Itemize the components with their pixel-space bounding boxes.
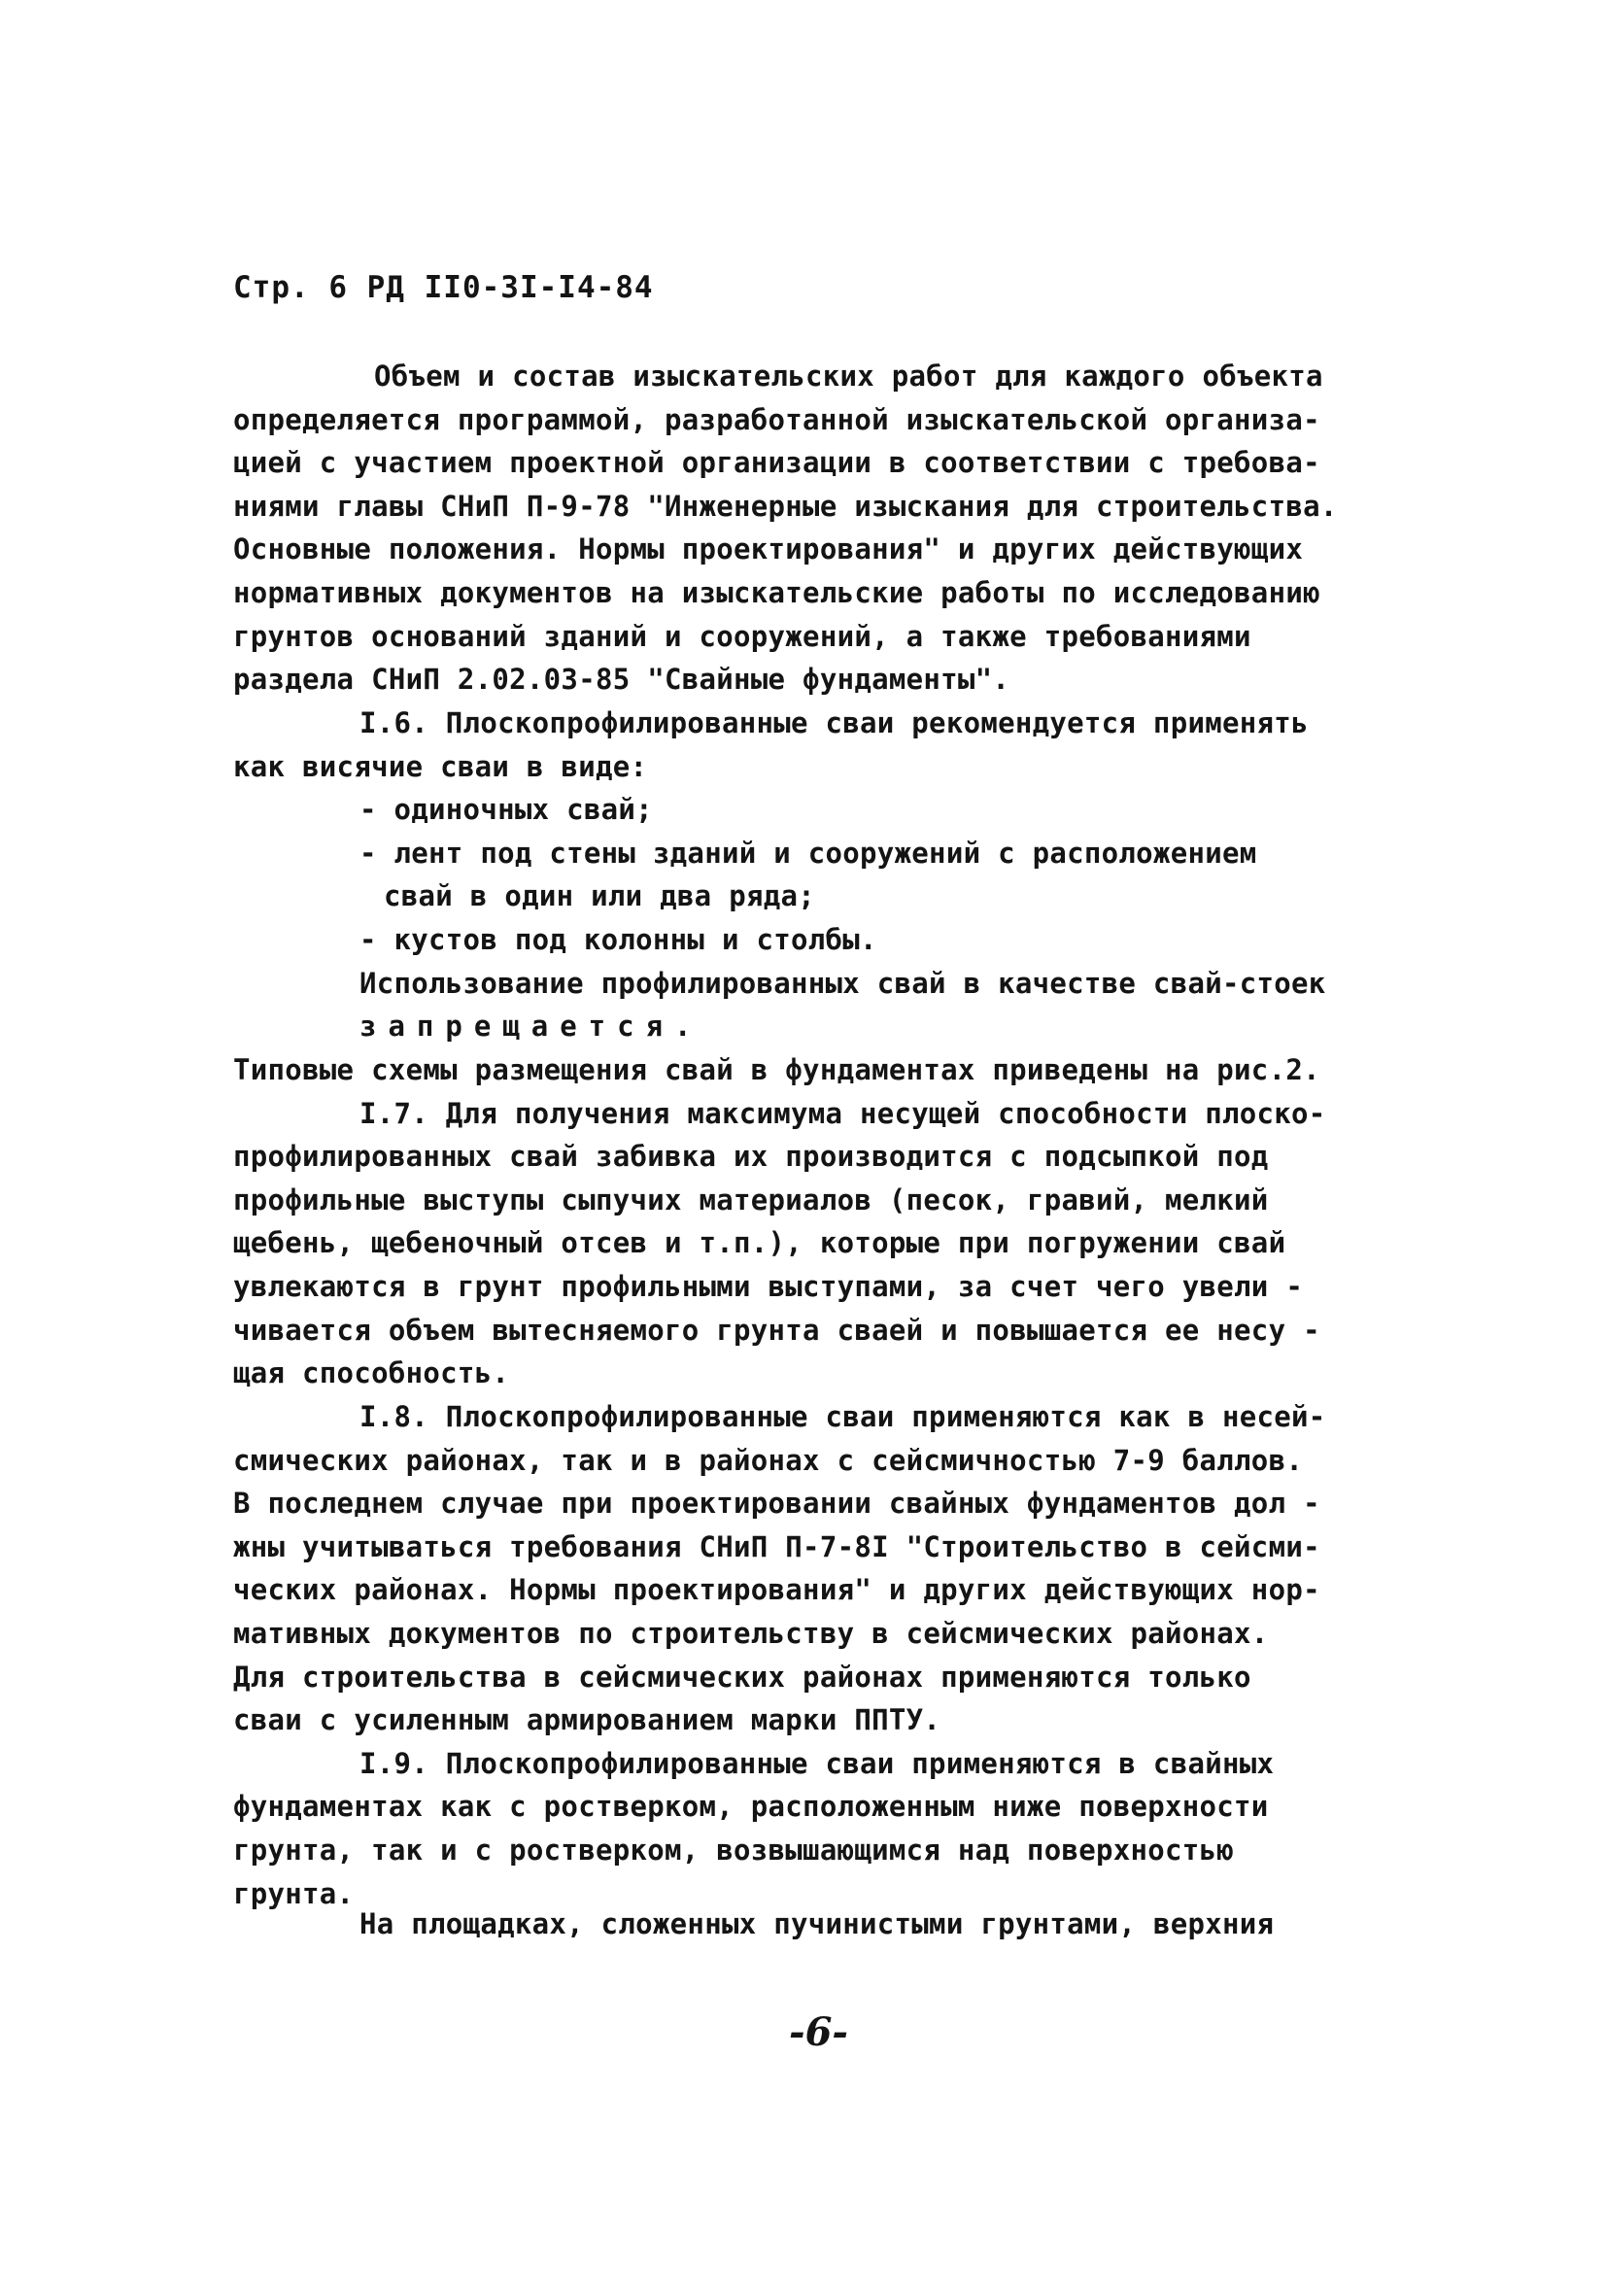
text-line: грунта. — [233, 1876, 355, 1910]
text-line: сваи с усиленным армированием марки ППТУ. — [233, 1703, 941, 1737]
section-heading-1-9: І.9. Плоскопрофилированные сваи применяются в свайных — [359, 1746, 1275, 1780]
text-line: Для строительства в сейсмических районах применяются только — [233, 1660, 1251, 1694]
text-line: мативных документов по строительству в сейсмических районах. — [233, 1616, 1269, 1650]
text-line: В последнем случае при проектировании свайных фундаментов дол - — [233, 1487, 1320, 1521]
text-line: ческих районах. Нормы проектирования" и других действующих нор- — [233, 1573, 1320, 1607]
text-line: щая способность. — [233, 1356, 510, 1390]
section-heading-1-6: І.6. Плоскопрофилированные сваи рекомендуется применять — [359, 705, 1309, 739]
text-line: жны учитываться требования СНиП П-7-8І "Строительство в сейсми- — [233, 1529, 1320, 1563]
text-line: нормативных документов на изыскательские работы по исследованию — [233, 576, 1320, 610]
list-item-continuation: свай в один или два ряда; — [384, 879, 815, 913]
list-item: - лент под стены зданий и сооружений с расположением — [359, 836, 1257, 870]
text-line: фундаментах как с ростверком, расположенным ниже поверхности — [233, 1790, 1269, 1824]
section-heading-1-7: І.7. Для получения максимума несущей способности плоско- — [359, 1096, 1326, 1130]
text-line: как висячие сваи в виде: — [233, 749, 648, 783]
text-line: Объем и состав изыскательских работ для каждого объекта — [374, 360, 1323, 393]
text-line: чивается объем вытесняемого грунта сваей и повышается ее несу - — [233, 1313, 1320, 1347]
text-line: щебень, щебеночный отсев и т.п.), которые при погружении свай — [233, 1226, 1286, 1260]
text-line: На площадках, сложенных пучинистыми грунтами, верхния — [359, 1906, 1275, 1940]
text-line: профилированных свай забивка их производится с подсыпкой под — [233, 1140, 1269, 1174]
list-item: - кустов под колонны и столбы. — [359, 923, 877, 957]
section-heading-1-8: І.8. Плоскопрофилированные сваи применяются как в несей- — [359, 1399, 1326, 1433]
list-item: - одиночных свай; — [359, 793, 653, 827]
text-line: профильные выступы сыпучих материалов (песок, гравий, мелкий — [233, 1182, 1269, 1217]
text-line: увлекаются в грунт профильными выступами, за счет чего увели - — [233, 1270, 1304, 1304]
text-line: грунтов оснований зданий и сооружений, а также требованиями — [233, 619, 1251, 653]
page-header: Стр. 6 РД ІІ0-3І-І4-84 — [233, 270, 654, 305]
text-line: определяется программой, разработанной изыскательской организа- — [233, 402, 1320, 436]
text-line: Использование профилированных свай в качестве свай-стоек — [359, 966, 1326, 1000]
text-line: Основные положения. Нормы проектирования" и других действующих — [233, 532, 1304, 566]
emphasized-word: запрещается. — [359, 1010, 703, 1044]
text-line: грунта, так и с ростверком, возвышающимся над поверхностью — [233, 1833, 1235, 1868]
text-line: Типовые схемы размещения свай в фундаментах приведены на рис.2. — [233, 1052, 1320, 1086]
text-line: смических районах, так и в районах с сейсмичностью 7-9 баллов. — [233, 1443, 1304, 1477]
text-line: ниями главы СНиП П-9-78 "Инженерные изыскания для строительства. — [233, 489, 1338, 523]
page-number: -6- — [789, 2009, 849, 2055]
text-line: раздела СНиП 2.02.03-85 "Свайные фундаменты". — [233, 663, 1010, 697]
text-line: цией с участием проектной организации в соответствии с требова- — [233, 446, 1320, 480]
